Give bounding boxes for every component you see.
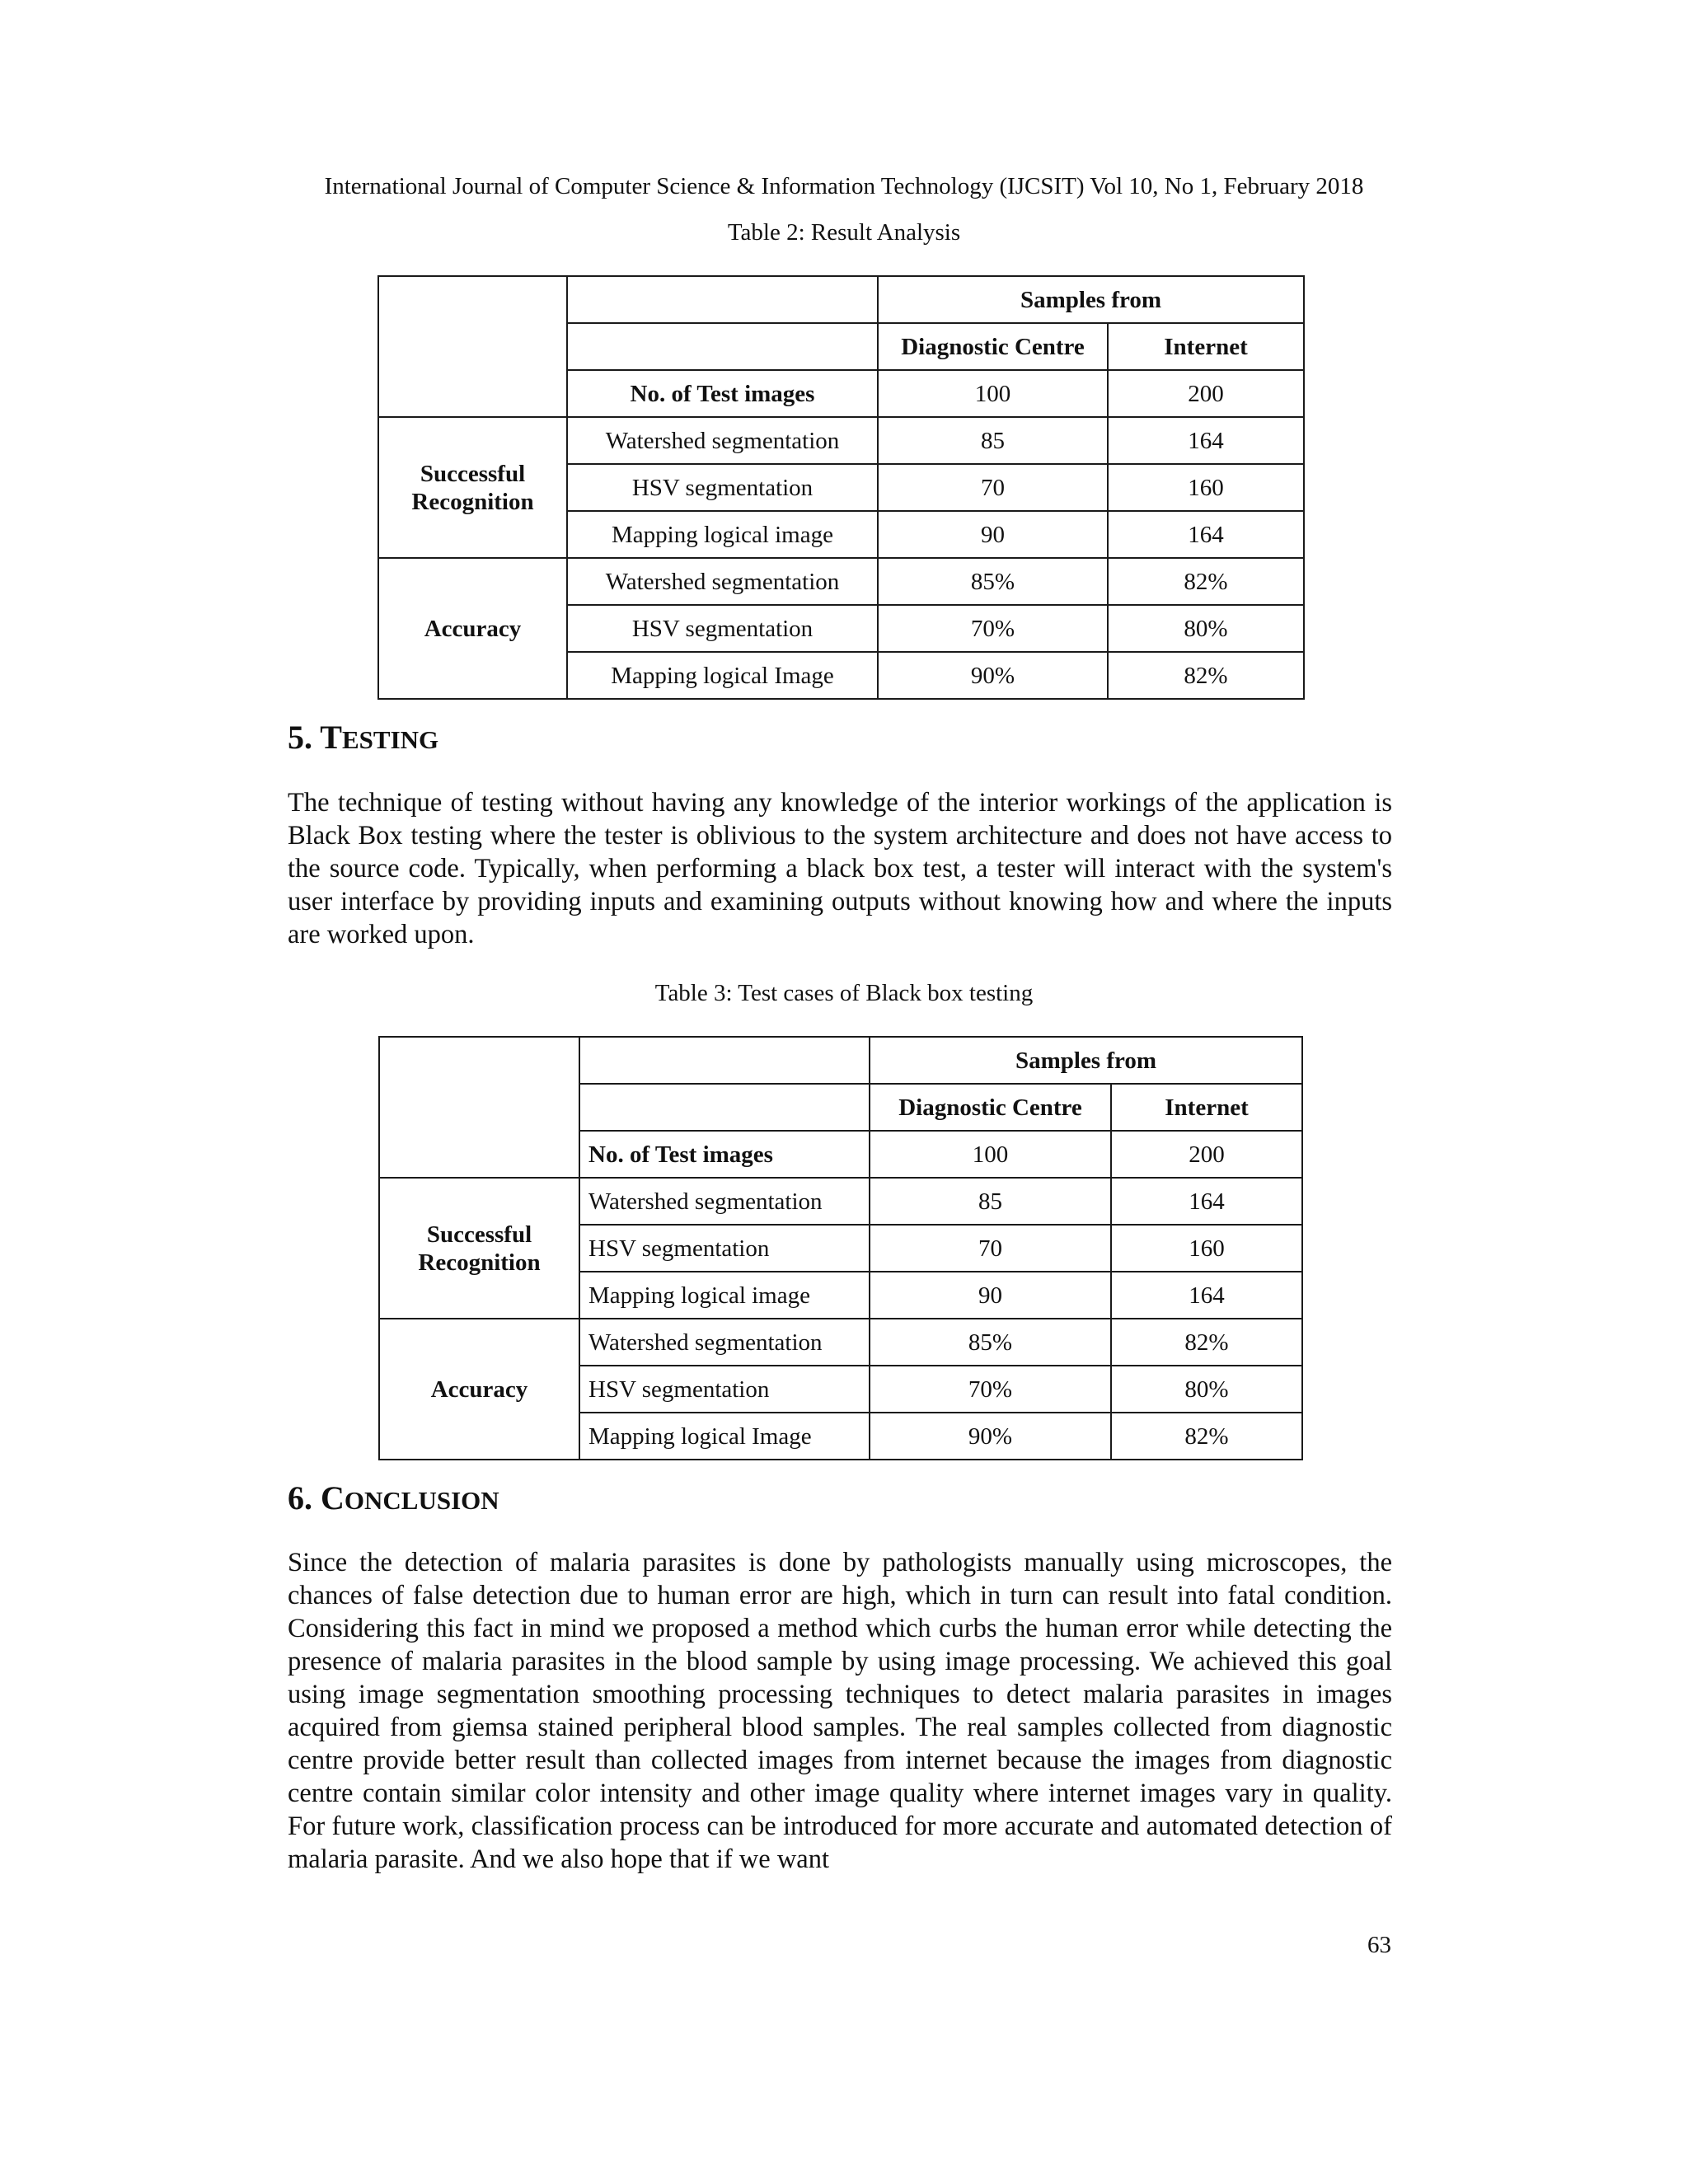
method-cell: Mapping logical Image bbox=[579, 1413, 870, 1460]
test-images-diagnostic: 100 bbox=[870, 1131, 1111, 1178]
section-title-initial: C bbox=[321, 1479, 345, 1516]
value-cell: 90 bbox=[878, 511, 1108, 558]
column-header-internet: Internet bbox=[1108, 323, 1304, 370]
value-cell: 85% bbox=[878, 558, 1108, 605]
table-row bbox=[379, 1178, 1302, 1225]
table-row bbox=[378, 558, 1304, 605]
method-cell: Watershed segmentation bbox=[579, 1178, 870, 1225]
section-5-paragraph: The technique of testing without having any knowledge of the interior workings of the application is Black Box testing where the tester is oblivious to the system architecture and does not have access to the source code. Typically, when performing a black box test, a tester will interact with the system's user interface by providing inputs and examining outputs without knowing how and where the inputs are worked upon. bbox=[288, 788, 1392, 949]
value-cell: 164 bbox=[1111, 1272, 1302, 1319]
table-empty-cell bbox=[579, 1037, 870, 1084]
section-number: 6. bbox=[288, 1479, 312, 1516]
test-images-label: No. of Test images bbox=[567, 370, 878, 417]
group-label-accuracy bbox=[379, 1319, 579, 1460]
table-row bbox=[378, 417, 1304, 464]
table-corner-cell bbox=[378, 276, 567, 417]
table-row bbox=[379, 1037, 1302, 1084]
table-empty-cell bbox=[579, 1084, 870, 1131]
samples-from-header: Samples from bbox=[870, 1037, 1302, 1084]
method-cell: Mapping logical image bbox=[567, 511, 878, 558]
column-header-diagnostic: Diagnostic Centre bbox=[870, 1084, 1111, 1131]
table-corner-cell bbox=[379, 1037, 579, 1178]
value-cell: 82% bbox=[1108, 652, 1304, 699]
method-cell: Watershed segmentation bbox=[579, 1319, 870, 1366]
method-cell: HSV segmentation bbox=[579, 1366, 870, 1413]
method-cell: HSV segmentation bbox=[567, 605, 878, 652]
method-cell: HSV segmentation bbox=[579, 1225, 870, 1272]
value-cell: 70% bbox=[878, 605, 1108, 652]
table-row bbox=[379, 1319, 1302, 1366]
group-label-line: Successful bbox=[420, 460, 526, 487]
group-label-successful-recognition bbox=[379, 1178, 579, 1319]
test-images-internet: 200 bbox=[1108, 370, 1304, 417]
value-cell: 90% bbox=[870, 1413, 1111, 1460]
value-cell: 164 bbox=[1108, 511, 1304, 558]
value-cell: 82% bbox=[1108, 558, 1304, 605]
value-cell: 85% bbox=[870, 1319, 1111, 1366]
value-cell: 70% bbox=[870, 1366, 1111, 1413]
test-images-internet: 200 bbox=[1111, 1131, 1302, 1178]
group-label-line: Successful bbox=[426, 1221, 532, 1248]
page-number: 63 bbox=[1367, 1932, 1391, 1958]
section-title-rest: ONCLUSION bbox=[344, 1486, 499, 1515]
group-label-accuracy bbox=[378, 558, 567, 699]
method-cell: Watershed segmentation bbox=[567, 417, 878, 464]
value-cell: 82% bbox=[1111, 1319, 1302, 1366]
running-header: International Journal of Computer Science & Information Technology (IJCSIT) Vol 10, No 1, February 2018 bbox=[324, 173, 1364, 199]
test-images-diagnostic: 100 bbox=[878, 370, 1108, 417]
column-header-internet: Internet bbox=[1111, 1084, 1302, 1131]
section-6-heading bbox=[288, 1479, 499, 1521]
table-2-caption: Table 2: Result Analysis bbox=[727, 219, 961, 246]
section-number: 5. bbox=[288, 719, 312, 756]
value-cell: 82% bbox=[1111, 1413, 1302, 1460]
group-label-line: Recognition bbox=[411, 488, 534, 515]
value-cell: 164 bbox=[1111, 1178, 1302, 1225]
column-header-diagnostic: Diagnostic Centre bbox=[878, 323, 1108, 370]
group-label-successful-recognition bbox=[378, 417, 567, 558]
value-cell: 80% bbox=[1108, 605, 1304, 652]
test-images-label: No. of Test images bbox=[579, 1131, 870, 1178]
table-empty-cell bbox=[567, 276, 878, 323]
value-cell: 160 bbox=[1108, 464, 1304, 511]
table-3 bbox=[378, 1036, 1303, 1460]
value-cell: 85 bbox=[878, 417, 1108, 464]
section-title-initial: T bbox=[320, 719, 342, 756]
value-cell: 90 bbox=[870, 1272, 1111, 1319]
method-cell: Mapping logical Image bbox=[567, 652, 878, 699]
method-cell: Watershed segmentation bbox=[567, 558, 878, 605]
table-row bbox=[378, 276, 1304, 323]
method-cell: Mapping logical image bbox=[579, 1272, 870, 1319]
table-2 bbox=[377, 275, 1305, 700]
method-cell: HSV segmentation bbox=[567, 464, 878, 511]
section-6-paragraph: Since the detection of malaria parasites is done by pathologists manually using microscopes, the chances of false detection due to human error are high, which in turn can result into fatal condition. Considering this fact in mind we proposed a method which curbs the human error while detecting the presence of malaria parasites in the blood sample by using image processing. We achieved this goal using image segmentation smoothing processing techniques to detect malaria parasites in images acquired from giemsa stained peripheral blood samples. The real samples collected from diagnostic centre provide better result than collected images from internet because the images from diagnostic centre contain similar color intensity and other image quality where internet images vary in quality. For future work, classification process can be introduced for more accurate and automated detection of malaria parasite. And we also hope that if we want bbox=[288, 1548, 1392, 1874]
value-cell: 164 bbox=[1108, 417, 1304, 464]
group-label-line: Accuracy bbox=[424, 615, 522, 642]
section-5-heading bbox=[288, 718, 438, 760]
group-label-line: Accuracy bbox=[430, 1376, 528, 1403]
table-3-caption: Table 3: Test cases of Black box testing bbox=[654, 980, 1034, 1006]
group-label-line: Recognition bbox=[418, 1249, 541, 1276]
value-cell: 70 bbox=[878, 464, 1108, 511]
samples-from-header: Samples from bbox=[878, 276, 1304, 323]
section-title-rest: ESTING bbox=[341, 725, 439, 754]
value-cell: 160 bbox=[1111, 1225, 1302, 1272]
value-cell: 70 bbox=[870, 1225, 1111, 1272]
table-empty-cell bbox=[567, 323, 878, 370]
value-cell: 85 bbox=[870, 1178, 1111, 1225]
value-cell: 80% bbox=[1111, 1366, 1302, 1413]
value-cell: 90% bbox=[878, 652, 1108, 699]
